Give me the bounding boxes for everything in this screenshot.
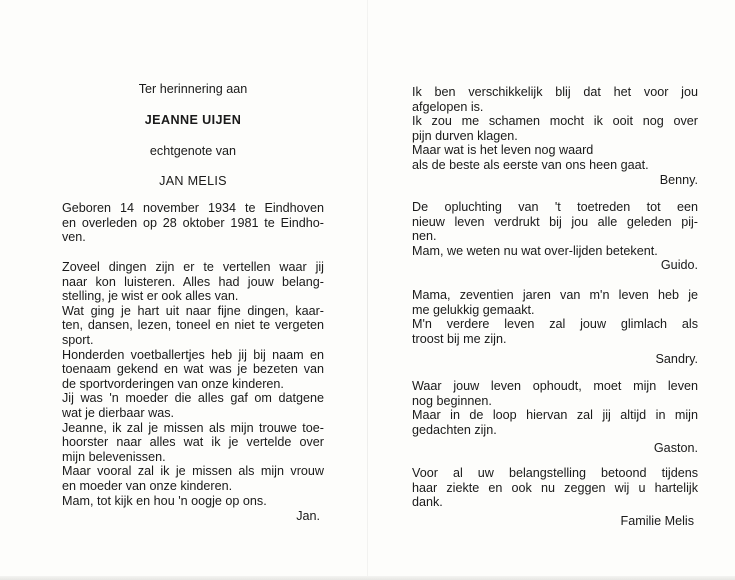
message-line: me gelukkig gemaakt. [412,302,535,317]
tribute-line: de sportvorderingen van onze kinderen. [62,376,284,391]
message-line: nen. [412,229,437,244]
tribute-line: Maar vooral zal ik je missen als mijn vrouw [62,464,324,479]
birth-line: Geboren 14 november 1934 te Eindhoven [62,201,324,215]
signature-family: Familie Melis [620,513,694,528]
tribute-line: Zoveel dingen zijn er te vertellen waar jij [62,260,324,274]
birth-line: ven. [62,230,86,245]
tribute-line: Honderden voetballertjes heb jij bij naam en [62,347,324,362]
message-line: pijn durven klagen. [412,128,518,143]
message-block-benny [412,85,698,187]
message-line: M'n verdere leven zal jouw glimlach als [412,317,698,332]
message-line: Waar jouw leven ophoudt, moet mijn leven [412,379,698,393]
tribute-line: mijn belevenissen. [62,449,166,464]
message-line: Mama, zeventien jaren van m'n leven heb je [412,288,698,302]
message-line: als de beste als eerste van ons heen gaat. [412,157,649,172]
signature-sandry: Sandry. [655,352,698,367]
message-line: dank. [412,495,443,510]
tribute-line: hoorster naar alles wat ik je vertelde over [62,435,324,450]
message-block-sandry [412,288,698,367]
message-line: haar ziekte en ook nu zeggen wij u hartelijk [412,480,698,495]
message-line: Voor al uw belangstelling betoond tijdens [412,466,698,480]
card-bottom-edge [0,576,735,580]
message-line: nieuw leven verdrukt bij jou alle geleden pij- [412,214,698,229]
message-block-family [412,466,698,528]
message-line: afgelopen is. [412,99,484,114]
tribute-paragraph [62,260,324,508]
deceased-name: JEANNE UIJEN [144,113,242,127]
signature-benny: Benny. [659,172,698,187]
message-line: Maar in de loop hiervan zal jij altijd in mijn [412,408,698,423]
message-line: De opluchting van 't toetreden tot een [412,200,698,214]
spouse-name: JAN MELIS [159,174,227,188]
message-line: gedachten zijn. [412,422,497,437]
message-line: Maar wat is het leven nog waard [412,143,594,158]
tribute-line: ten, dansen, lezen, toneel en niet te vergeten [62,318,324,333]
birth-line: en overleden op 28 oktober 1981 te Eindho- [62,215,324,230]
tribute-line: naar kon luisteren. Alles had jouw belang- [62,274,324,289]
signature-jan: Jan. [296,509,320,523]
tribute-line: wat je dierbaar was. [62,405,174,420]
message-line: troost bij me zijn. [412,331,507,346]
tribute-line: sport. [62,332,94,347]
tribute-line: Wat ging je hart uit naar fijne dingen, kaar- [62,303,324,318]
message-line: Ik zou me schamen mocht ik ooit nog over [412,114,698,129]
birth-death-paragraph [62,201,324,245]
tribute-line: Jeanne, ik zal je missen als mijn trouwe toe- [62,420,324,435]
relation-text: echtgenote van [149,144,237,158]
message-block-gaston [412,379,698,456]
tribute-line: Jij was 'n moeder die alles gaf om datgene [62,391,324,406]
message-line: nog beginnen. [412,393,492,408]
tribute-line: Mam, tot kijk en hou 'n oogje op ons. [62,493,267,508]
message-line: Mam, we weten nu wat over-lijden betekent. [412,243,658,258]
tribute-line: en moeder van onze kinderen. [62,478,233,493]
tribute-line: toenaam gekend en wat was je bezeten van [62,362,324,377]
message-block-guido [412,200,698,273]
signature-guido: Guido. [660,258,698,273]
tribute-line: stelling, je wist er ook alles van. [62,289,239,304]
intro-text: Ter herinnering aan [138,82,248,96]
signature-gaston: Gaston. [653,441,698,456]
message-line: Ik ben verschikkelijk blij dat het voor jou [412,85,698,99]
center-fold [367,0,368,580]
